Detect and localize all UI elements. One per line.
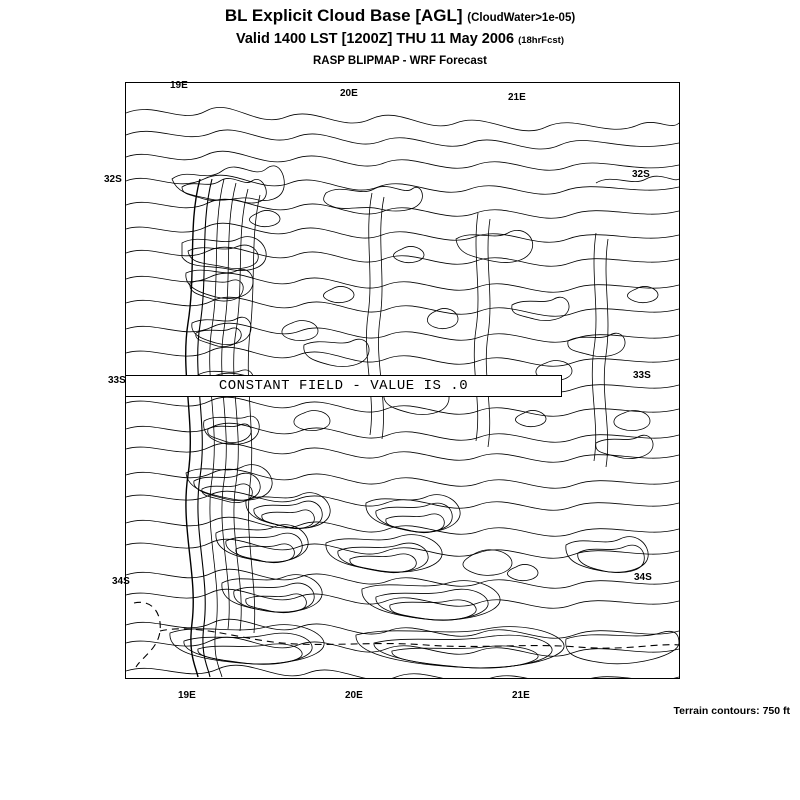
- chart-title-main-line: [0, 6, 800, 28]
- constant-field-message: CONSTANT FIELD - VALUE IS .0: [218, 378, 469, 394]
- chart-title-main: BL Explicit Cloud Base [AGL]: [224, 6, 463, 25]
- axis-tick-top-20e: 20E: [340, 88, 358, 99]
- chart-valid-time: Valid 1400 LST [1200Z] THU 11 May 2006: [235, 31, 515, 47]
- terrain-contour-note: Terrain contours: 750 ft: [673, 705, 790, 717]
- axis-tick-left-33s: 33S: [108, 375, 126, 386]
- axis-tick-left-34s: 34S: [112, 576, 130, 587]
- axis-tick-top-21e: 21E: [508, 92, 526, 103]
- axis-tick-bottom-20e: 20E: [345, 690, 363, 701]
- constant-field-banner: [125, 375, 562, 397]
- axis-tick-bottom-21e: 21E: [512, 690, 530, 701]
- axis-tick-left-32s: 32S: [104, 174, 122, 185]
- axis-tick-right-32s: 32S: [632, 169, 650, 180]
- chart-title-param: (CloudWater>1e-05): [467, 12, 576, 24]
- chart-valid-line: [0, 30, 800, 50]
- chart-model-line: RASP BLIPMAP - WRF Forecast: [312, 55, 488, 67]
- axis-tick-right-33s: 33S: [633, 370, 651, 381]
- chart-forecast-hour: (18hrFcst): [518, 35, 565, 46]
- axis-tick-right-34s: 34S: [634, 572, 652, 583]
- axis-tick-top-19e: 19E: [170, 80, 188, 91]
- axis-tick-bottom-19e: 19E: [178, 690, 196, 701]
- chart-title-block: [0, 6, 800, 69]
